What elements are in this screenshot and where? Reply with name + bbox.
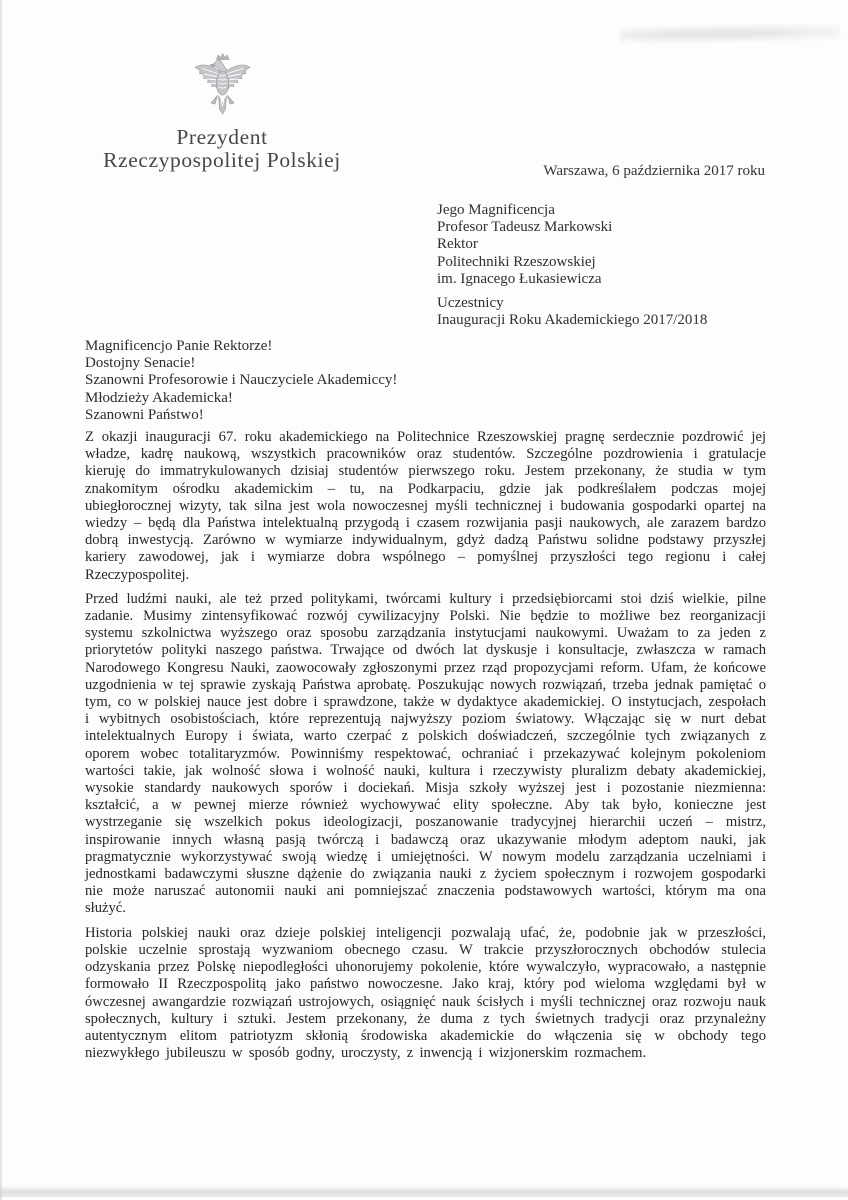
letter-body bbox=[85, 429, 766, 1069]
scan-smudge-top-right bbox=[620, 24, 840, 44]
salutation-block bbox=[85, 338, 585, 424]
letterhead-line1: Prezydent bbox=[176, 125, 268, 149]
participants-line: Uczestnicy bbox=[437, 295, 504, 312]
addressee-line: Rektor bbox=[437, 236, 478, 253]
scan-edge-shadow bbox=[0, 0, 3, 1200]
addressee-block bbox=[437, 202, 777, 329]
letterhead-title bbox=[40, 126, 404, 172]
body-paragraph: Z okazji inauguracji 67. roku akademickiego na Politechnice Rzeszowskiej pragnę serdecznie pozdrowić jej władze, kadrę naukową, wszystkich pracowników oraz studentów. Szczególne pozdrowienia i gratulacje kieruję do immatrykulowanych dzisiaj studentów pierwszego roku. Jestem przekonany, że studia w tym znakomitym ośrodku akademickim – tu, na Podkarpaciu, gdzie jak podkreślałem podczas mojej ubiegłorocznej wizyty, tak silna jest wola nowoczesnej myśli technicznej i budowania gospodarki opartej na wiedzy – będą dla Państwa intelektualną przygodą i czasem rozwijania pasji naukowych, ale zarazem bardzo dobrą inwestycją. Zarówno w wymiarze indywidualnym, gdyż dadzą Państwu solidne podstawy przyszłej kariery zawodowej, jak i wymiarze dobra wspólnego – pomyślnej przyszłości tego regionu i całej Rzeczypospolitej. bbox=[85, 429, 766, 583]
participants-lines bbox=[437, 295, 777, 329]
body-paragraph: Historia polskiej nauki oraz dzieje polskiej inteligencji pozwalają ufać, że, podobnie jak w przeszłości, polskie uczelnie sprostają wyzwaniom obecnego czasu. W trakcie przyszłorocznych obchodów stulecia odzyskania przez Polskę niepodległości uhonorujemy pokolenie, które wywalczyło, wypracowało, a następnie formowało II Rzeczpospolitą jako państwo nowoczesne. Jako kraj, który pod wieloma względami był w ówczesnej awangardzie rozwiązań ustrojowych, osiągnięć nauk ścisłych i myśli technicznej oraz rozwoju nauk społecznych, kultury i sztuki. Jestem przekonany, że duma z tych świetnych tradycji oraz przynależny autentycznym elitom patriotyzm skłonią środowiska akademickie do włączenia się w obchody tego niezwykłego jubileuszu w sposób godny, uroczysty, z inwencją i wizjonerskim rozmachem. bbox=[85, 924, 766, 1062]
salutation-line: Młodzieży Akademicka! bbox=[85, 389, 233, 406]
addressee-line: Profesor Tadeusz Markowski bbox=[437, 219, 613, 236]
salutation-line: Szanowni Państwo! bbox=[85, 406, 204, 423]
addressee-line: im. Ignacego Łukasiewicza bbox=[437, 270, 602, 287]
addressee-lines bbox=[437, 202, 777, 288]
date-line: Warszawa, 6 października 2017 roku bbox=[543, 163, 765, 179]
body-paragraph: Przed ludźmi nauki, ale też przed politykami, twórcami kultury i przedsiębiorcami stoi dziś wielkie, pilne zadanie. Musimy zintensyfikować rozwój cywilizacyjny Polski. Nie będzie to możliwe bez reorganizacji systemu szkolnictwa wyższego oraz sposobu zarządzania instytucjami naukowymi. Uważam to za jeden z priorytetów polityki naszego państwa. Trwające od dwóch lat dyskusje i konsultacje, zwłaszcza w ramach Narodowego Kongresu Nauki, zaowocowały zgłoszonymi przez rząd propozycjami reform. Ufam, że końcowe uzgodnienia w tej sprawie zyskają Państwa aprobatę. Poszukując nowych rozwiązań, trzeba jednak pamiętać o tym, co w polskiej nauce jest dobre i sprawdzone, także w dydaktyce akademickiej. O instytucjach, zespołach i wybitnych osobistościach, które reprezentują najwyższy poziom światowy. Włączając się w nurt debat intelektualnych Europy i świata, warto czerpać z polskich doświadczeń, szczególnie tych związanych z oporem wobec totalitaryzmów. Powinniśmy respektować, ochraniać i przekazywać kolejnym pokoleniom wartości takie, jak wolność słowa i wolność nauki, kultura i rzeczywisty pluralizm debaty akademickiej, wysokie standardy naukowych sporów i dociekań. Misja szkoły wyższej jest i pozostanie niezmienna: kształcić, a w pewnej mierze również wychowywać elity społeczne. Aby tak było, konieczne jest wystrzeganie się wszelkich pokus ideologizacji, poszanowanie tradycyjnej hierarchii uczeń – mistrz, inspirowanie innych własną pasją twórczą i badawczą oraz ukazywanie młodym adeptom nauki, jak pragmatycznie wykorzystywać swoją wiedzę i umiejętności. W nowym modelu zarządzania uczelniami i jednostkami badawczymi słuszne dążenie do związania nauki z życiem społecznym i rozwojem gospodarki nie może naruszać autonomii nauki ani pomniejszać znaczenia podstawowych wartości, którym ma ona służyć. bbox=[85, 590, 766, 917]
addressee-line: Jego Magnificencja bbox=[437, 202, 555, 218]
polish-eagle-icon bbox=[190, 52, 254, 126]
salutation-line: Dostojny Senacie! bbox=[85, 355, 196, 372]
scan-smudge-bottom bbox=[0, 1186, 848, 1197]
participants-line: Inauguracji Roku Akademickiego 2017/2018 bbox=[437, 312, 708, 329]
salutation-line: Szanowni Profesorowie i Nauczyciele Akademiccy! bbox=[85, 372, 398, 389]
addressee-line: Politechniki Rzeszowskiej bbox=[437, 253, 596, 270]
letterhead-line2: Rzeczypospolitej Polskiej bbox=[103, 148, 341, 172]
salutation-line: Magnificencjo Panie Rektorze! bbox=[85, 338, 273, 354]
